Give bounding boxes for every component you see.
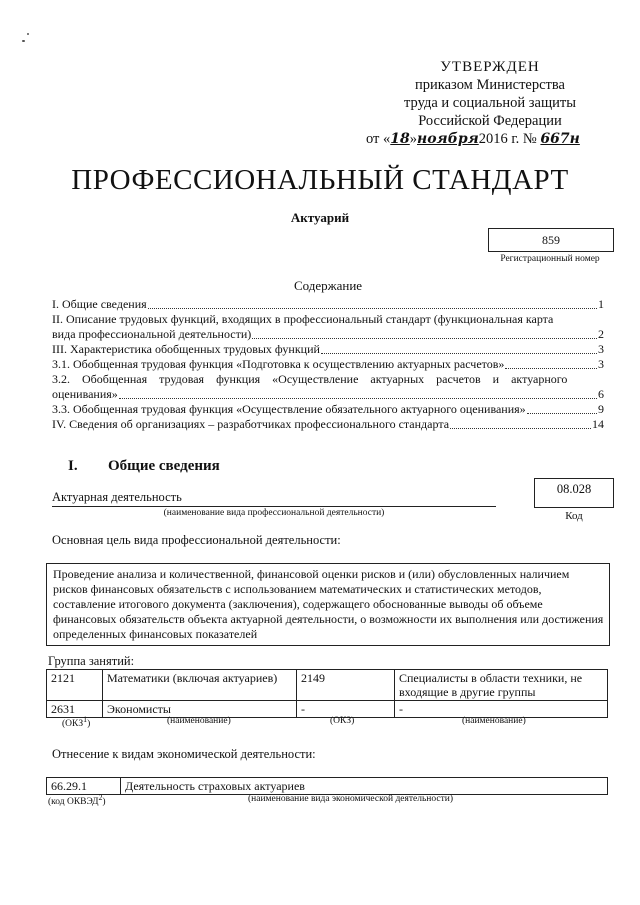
table-row bbox=[47, 701, 608, 718]
name-caption: (наименование) bbox=[167, 716, 231, 726]
scan-speck bbox=[22, 40, 25, 42]
occupation-name-cell: - bbox=[395, 701, 608, 718]
standard-name: Актуарий bbox=[290, 210, 350, 225]
handwritten-day: 18 bbox=[390, 131, 410, 147]
registration-number-label: Регистрационный номер bbox=[500, 254, 600, 264]
okz-caption: (ОКЗ$^1$) bbox=[62, 715, 91, 730]
okved-code-cell: 66.29.1 bbox=[47, 778, 121, 795]
approval-block bbox=[340, 58, 640, 148]
occupation-name-cell: Математики (включая актуариев) bbox=[103, 670, 297, 701]
registration-number-box: 859 bbox=[488, 228, 614, 252]
occupation-table bbox=[46, 669, 608, 718]
table-of-contents bbox=[52, 297, 604, 432]
toc-page: 3 bbox=[598, 357, 604, 371]
toc-entry[interactable]: I. Общие сведения 1 bbox=[52, 297, 604, 311]
handwritten-order-number: 667н bbox=[540, 131, 580, 147]
toc-leader bbox=[119, 398, 597, 399]
table-row bbox=[47, 670, 608, 701]
handwritten-month: ноября bbox=[417, 131, 479, 147]
toc-page: 1 bbox=[598, 297, 604, 311]
toc-entry[interactable]: III. Характеристика обобщенных трудовых функций 3 bbox=[52, 342, 604, 356]
okz-code-cell: - bbox=[297, 701, 395, 718]
toc-entry[interactable]: II. Описание трудовых функций, входящих в профессиональный стандарт (функциональная карта вида профессиональной деятельности) 2 bbox=[52, 312, 604, 341]
document-title: ПРОФЕССИОНАЛЬНЫЙ СТАНДАРТ bbox=[71, 164, 569, 196]
approval-line: приказом Министерства bbox=[415, 77, 565, 93]
toc-leader bbox=[450, 428, 591, 429]
okved-table bbox=[46, 777, 608, 795]
goal-label: Основная цель вида профессиональной деятельности: bbox=[52, 533, 341, 547]
toc-entry[interactable]: 3.3. Обобщенная трудовая функция «Осуществление обязательного актуарного оценивания» 9 bbox=[52, 402, 604, 416]
toc-title: Содержание bbox=[293, 278, 363, 293]
okved-name-caption: (наименование вида экономической деятельности) bbox=[248, 794, 453, 804]
goal-text-box: Проведение анализа и количественной, финансовой оценки рисков и (или) обусловленных наличием рисков финансовых обязательств с использованием математических и статистических методов, составление итогового документа (заключения), содержащего обоснованные выводы об объеме финансовых обязательств объекта актуарной деятельности, о возможности их выполнения или достижения определенных финансовых показателей bbox=[46, 563, 610, 646]
scan-speck bbox=[27, 33, 29, 35]
toc-leader bbox=[321, 353, 597, 354]
activity-code-box: 08.028 bbox=[534, 478, 614, 508]
okved-name-cell: Деятельность страховых актуариев bbox=[121, 778, 608, 795]
activity-code-caption: Код bbox=[565, 510, 583, 522]
approval-line: труда и социальной защиты bbox=[404, 95, 576, 111]
okz-code-cell: 2121 bbox=[47, 670, 103, 701]
approval-date: от «18»ноября2016 г. № 667н bbox=[366, 131, 580, 147]
toc-page: 3 bbox=[598, 342, 604, 356]
activity-name: Актуарная деятельность bbox=[52, 490, 182, 504]
toc-page: 2 bbox=[598, 327, 604, 341]
table-row bbox=[47, 778, 608, 795]
activity-underline bbox=[52, 506, 496, 507]
toc-entry[interactable]: IV. Сведения об организациях – разработчиках профессионального стандарта 14 bbox=[52, 417, 604, 431]
toc-page: 6 bbox=[598, 387, 604, 401]
toc-page: 14 bbox=[592, 417, 604, 431]
toc-leader bbox=[505, 368, 597, 369]
toc-entry[interactable]: 3.1. Обобщенная трудовая функция «Подготовка к осуществлению актуарных расчетов» 3 bbox=[52, 357, 604, 371]
okz-caption: (ОКЗ) bbox=[330, 716, 355, 726]
okz-code-cell: 2631 bbox=[47, 701, 103, 718]
activity-caption: (наименование вида профессиональной деятельности) bbox=[163, 508, 385, 518]
economic-activity-label: Отнесение к видам экономической деятельности: bbox=[52, 747, 316, 761]
name-caption: (наименование) bbox=[462, 716, 526, 726]
toc-leader bbox=[527, 413, 597, 414]
occupation-name-cell: Экономисты bbox=[103, 701, 297, 718]
approval-line: Российской Федерации bbox=[418, 113, 562, 129]
toc-leader bbox=[252, 338, 597, 339]
section-title: Общие сведения bbox=[108, 458, 220, 474]
toc-leader bbox=[148, 308, 597, 309]
approval-heading: УТВЕРЖДЕН bbox=[440, 59, 540, 75]
occupation-group-label: Группа занятий: bbox=[48, 654, 135, 668]
okz-code-cell: 2149 bbox=[297, 670, 395, 701]
section-number: I. bbox=[68, 458, 78, 474]
toc-page: 9 bbox=[598, 402, 604, 416]
toc-entry[interactable]: 3.2. Обобщенная трудовая функция «Осуществление актуарных расчетов и актуарного оценивания» 6 bbox=[52, 372, 604, 401]
occupation-name-cell: Специалисты в области техники, не входящие в другие группы bbox=[395, 670, 608, 701]
okved-code-caption: (код ОКВЭД$^2$) bbox=[48, 793, 106, 808]
